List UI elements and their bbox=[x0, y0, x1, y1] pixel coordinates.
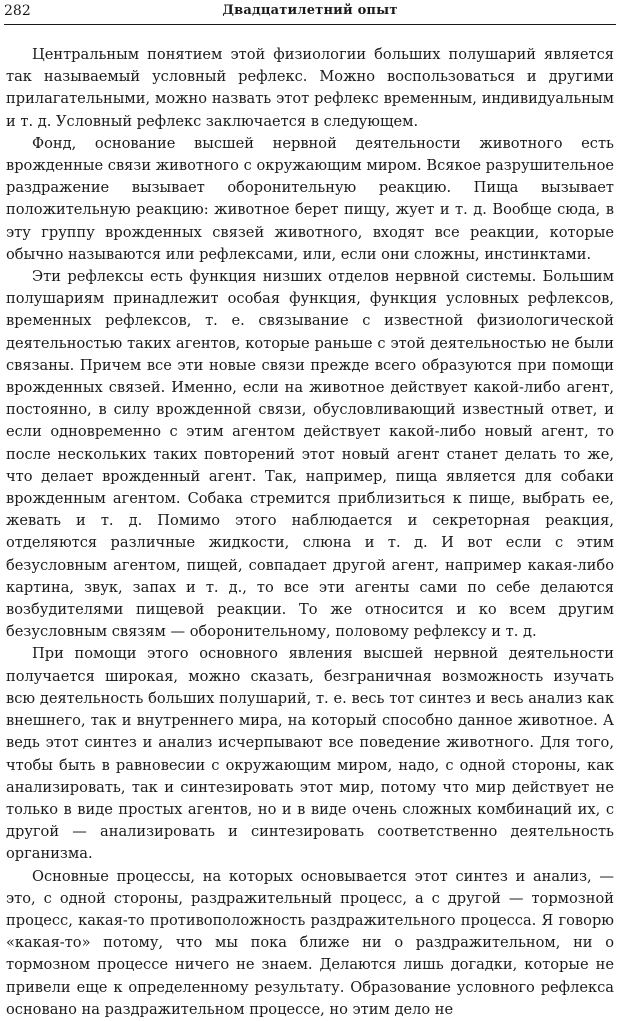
page-header bbox=[4, 2, 616, 22]
paragraph-1: Центральным понятием этой физиологии больших полушарий является так называемый условный рефлекс. Можно воспользоваться и другими прилагательными, можно назвать этот рефлекс временным, индивидуальным и т. д. Условный рефлекс заключается в следующем. bbox=[6, 46, 614, 130]
header-divider bbox=[4, 24, 616, 25]
paragraph-5: Основные процессы, на которых основывается этот синтез и анализ, — это, с одной стороны, раздражительный процесс, а с другой — тормозной процесс, какая-то противоположность раздражительного процесса. Я говорю «какая-то» потому, что мы пока ближе ни о раздражительном, ни о тормозном процессе ничего не знаем. Делаются лишь догадки, которые не привели еще к определенному результату. Образование условного рефлекса основано на раздражительном процессе, но этим дело не bbox=[6, 867, 614, 1018]
paragraph-2: Фонд, основание высшей нервной деятельности животного есть врожденные связи животного с окружающим миром. Всякое разрушительное раздражение вызывает оборонительную реакцию. Пища вызывает положительную реакцию: животное берет пищу, жует и т. д. Вообще сюда, в эту группу врожденных связей животного, входят все реакции, которые обычно называются или рефлексами, или, если они сложны, инстинктами. bbox=[6, 134, 614, 263]
body-text bbox=[6, 44, 614, 1021]
paragraph-4: При помощи этого основного явления высшей нервной деятельности получается широкая, можно сказать, безграничная возможность изучать всю деятельность больших полушарий, т. е. весь тот синтез и весь анализ как внешнего, так и внутреннего мира, на который способно данное животное. А ведь этот синтез и анализ исчерпывают все поведение животного. Для того, чтобы быть в равновесии с окружающим миром, надо, с одной стороны, как анализировать, так и синтезировать этот мир, потому что мир действует не только в виде простых агентов, но и в виде очень сложных комбинаций их, с другой — анализировать и синтезировать соответственно деятельность организма. bbox=[6, 645, 614, 863]
page-number: 282 bbox=[4, 3, 31, 19]
running-title: Двадцатилетний опыт bbox=[222, 3, 398, 18]
paragraph-3: Эти рефлексы есть функция низших отделов нервной системы. Большим полушариям принадлежит особая функция, функция условных рефлексов, временных рефлексов, т. е. связывание с известной физиологической деятельностью таких агентов, которые раньше с этой деятельностью не были связаны. Причем все эти новые связи прежде всего образуются при помощи врожденных связей. Именно, если на животное действует какой-либо агент, постоянно, в силу врожденной связи, обусловливающий известный ответ, и если одновременно с этим агентом действует какой-либо новый агент, то после нескольких таких повторений этот новый агент станет делать то же, что делает врожденный агент. Так, например, пища является для собаки врожденным агентом. Собака стремится приблизиться к пище, выбрать ее, жевать и т. д. Помимо этого наблюдается и секреторная реакция, отделяются различные жидкости, слюна и т. д. И вот если с этим безусловным агентом, пищей, совпадает другой агент, например какая-либо картина, звук, запах и т. д., то все эти агенты сами по себе делаются возбудителями пищевой реакции. То же относится и ко всем другим безусловным связям — оборонительному, половому рефлексу и т. д. bbox=[6, 268, 614, 641]
